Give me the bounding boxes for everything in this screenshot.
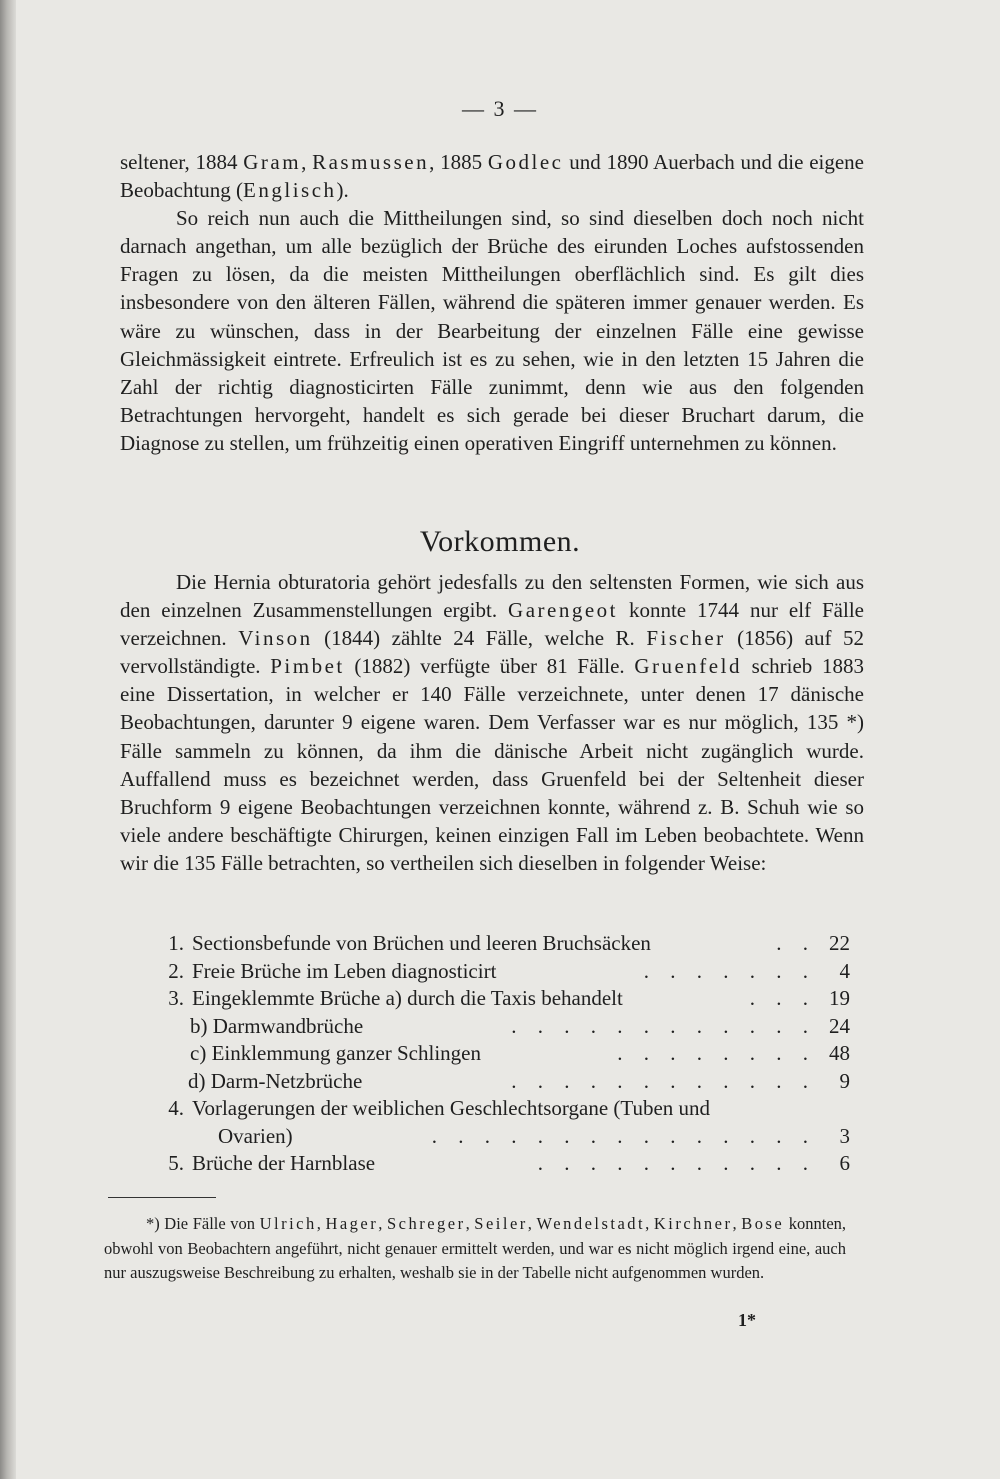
author-name: Englisch [243, 178, 337, 203]
author-name: Wendelstadt [536, 1214, 646, 1233]
list-item [120, 985, 860, 1013]
list-label: d) Darm-Netzbrüche [188, 1068, 363, 1093]
case-distribution-list [120, 930, 860, 1178]
author-name: Schreger [386, 1214, 466, 1233]
list-item [120, 1150, 860, 1178]
author-name: Pimbet [270, 654, 345, 679]
author-name: Ulrich [259, 1214, 317, 1233]
footnote-divider [108, 1197, 216, 1198]
author-name: Gram [243, 150, 302, 174]
page-number: — 3 — [462, 96, 538, 121]
list-label: b) Darmwandbrüche [190, 1013, 364, 1038]
list-label: Vorlagerungen der weiblichen Geschlechtsorgane (Tuben und [192, 1096, 711, 1120]
list-label: Freie Brüche im Leben diagnosticirt [192, 958, 497, 983]
list-label: Brüche der Harnblase [192, 1151, 376, 1175]
leader-dots: . . . [749, 986, 816, 1010]
list-number: 5. [168, 1151, 184, 1175]
intro-text [120, 148, 864, 457]
section-heading: Vorkommen. [419, 525, 581, 558]
list-item [120, 1123, 860, 1151]
list-number: 2. [168, 958, 184, 983]
author-name: Fischer [646, 626, 726, 651]
page-gutter [0, 0, 16, 1479]
list-label: Ovarien) [218, 1123, 293, 1148]
author-name: Bose [741, 1214, 785, 1233]
leader-dots: . . . . . . . . . . . . [511, 1068, 816, 1093]
list-label: c) Einklemmung ganzer Schlingen [190, 1041, 481, 1065]
list-item [120, 1040, 860, 1068]
list-number: 3. [168, 986, 184, 1010]
list-value: 3 [839, 1123, 850, 1148]
list-value: 48 [829, 1041, 850, 1065]
list-item [120, 930, 860, 958]
footnote-text: *) Die Fälle von Ulrich, Hager, Schreger, Seiler, Wendelstadt, Kirchner, Bose konnten, obwohl von Beobachtern angeführt, nicht genauer ermittelt werden, und war es nicht möglich irgend eine, auch nur auszugsweise Beschreibung zu erhalten, weshalb sie in der Tabelle nicht aufgenommen wurden. [104, 1214, 847, 1282]
leader-dots: . . . . . . . . . . . . . . . [431, 1123, 816, 1148]
list-value: 6 [839, 1151, 850, 1175]
paragraph-2: So reich nun auch die Mittheilungen sind, so sind dieselben doch noch nicht darnach angethan, um alle bezüglich der Brüche des eirunden Loches aufstossenden Fragen zu lösen, da die meisten Mittheilungen oberflächlich sind. Es gilt dies insbesondere von den älteren Fällen, während die späteren immer genauer werden. Es wäre zu wünschen, dass in der Bearbeitung der einzelnen Fälle eine gewisse Gleichmässigkeit eintrete. Erfreulich ist es zu sehen, wie in den letzten 15 Jahren die Zahl der richtig diagnosticirten Fälle zunimmt, denn wie aus den folgenden Betrachtungen hervorgeht, handelt es sich gerade bei dieser Bruchart darum, die Diagnose zu stellen, um frühzeitig einen operativen Eingriff unternehmen zu können. [120, 206, 864, 455]
leader-dots: . . . . . . . . . . . [537, 1151, 816, 1175]
list-value: 19 [829, 986, 850, 1010]
list-value: 4 [839, 958, 850, 983]
list-item [120, 1013, 860, 1041]
author-name: Godlec [487, 150, 564, 174]
list-item [120, 1095, 860, 1123]
list-value: 9 [839, 1068, 850, 1093]
author-name: Kirchner [653, 1214, 733, 1233]
list-item [120, 958, 860, 986]
footnote [104, 1212, 846, 1286]
list-label: Eingeklemmte Brüche a) durch die Taxis behandelt [192, 986, 623, 1010]
list-value: 24 [829, 1013, 850, 1038]
leader-dots: . . . . . . . [643, 958, 816, 983]
leader-dots: . . [776, 931, 816, 955]
author-name: Seiler [474, 1214, 528, 1233]
list-number: 1. [168, 931, 184, 955]
list-label: Sectionsbefunde von Brüchen und leeren Bruchsäcken [192, 931, 651, 955]
list-value: 22 [829, 931, 850, 955]
section-text [120, 568, 864, 877]
paragraph-3: Die Hernia obturatoria gehört jedesfalls zu den seltensten Formen, wie sich aus den einzelnen Zusammenstellungen ergibt. Garengeot konnte 1744 nur elf Fälle verzeichnen. Vinson (1844) zählte 24 Fälle, welche R. Fischer (1856) auf 52 vervollständigte. Pimbet (1882) verfügte über 81 Fälle. Gruenfeld schrieb 1883 eine Dissertation, in welcher er 140 Fälle verzeichnete, unter denen 17 dänische Beobachtungen, darunter 9 eigene waren. Dem Verfasser war es nur möglich, 135 *) Fälle sammeln zu können, da ihm die dänische Arbeit nicht zugänglich wurde. Auffallend muss es bezeichnet werden, dass Gruenfeld bei der Seltenheit dieser Bruchform 9 eigene Beobachtungen verzeichnen konnte, während z. B. Schuh wie so viele andere beschäftigte Chirurgen, keinen einzigen Fall im Leben beobachtete. Wenn wir die 135 Fälle betrachten, so vertheilen sich dieselben in folgender Weise: [120, 570, 864, 875]
leader-dots: . . . . . . . . [617, 1041, 816, 1065]
author-name: Hager [325, 1214, 379, 1233]
signature-mark: 1* [738, 1310, 756, 1330]
list-number: 4. [168, 1096, 184, 1120]
list-item [120, 1068, 860, 1096]
author-name: Garengeot [508, 598, 618, 623]
author-name: Gruenfeld [634, 654, 742, 679]
leader-dots: . . . . . . . . . . . . [511, 1013, 816, 1038]
author-name: Rasmussen [312, 150, 430, 174]
author-name: Vinson [238, 626, 313, 651]
paragraph-1: seltener, 1884 Gram, Rasmussen, 1885 Godlec und 1890 Auerbach und die eigene Beobachtung (Englisch). [120, 150, 864, 203]
